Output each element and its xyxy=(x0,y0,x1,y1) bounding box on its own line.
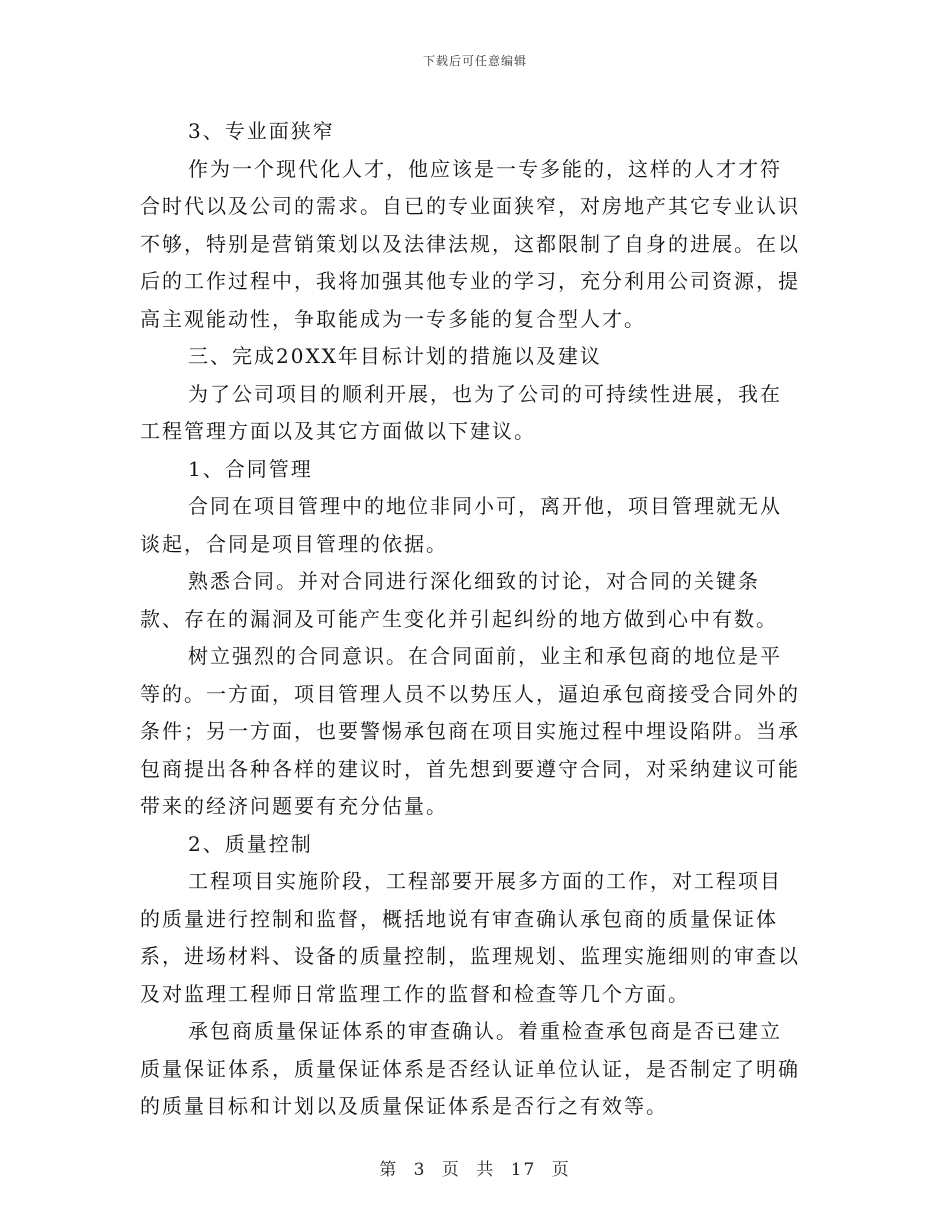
page-header: 下载后可任意编辑 xyxy=(422,54,527,68)
paragraph-contract-importance: 合同在项目管理中的地位非同小可，离开他，项目管理就无从谈起，合同是项目管理的依据。 xyxy=(140,494,782,556)
paragraph-suggestions-intro: 为了公司项目的顺利开展，也为了公司的可持续性进展，我在工程管理方面以及其它方面做以下建议。 xyxy=(140,381,782,443)
paragraph-quality-system-review: 承包商质量保证体系的审查确认。着重检查承包商是否已建立质量保证体系，质量保证体系是否经认证单位认证，是否制定了明确的质量目标和计划以及质量保证体系是否行之有效等。 xyxy=(140,1019,800,1118)
paragraph-specialty-narrow: 作为一个现代化人才，他应该是一专多能的，这样的人才才符合时代以及公司的需求。自已的专业面狭窄，对房地产其它专业认识不够，特别是营销策划以及法律法规，这都限制了自身的进展。在以后的工作过程中，我将加强其他专业的学习，充分利用公司资源，提高主观能动性，争取能成为一专多能的复合型人才。 xyxy=(140,156,800,331)
heading-section-three: 三、完成20XX年目标计划的措施以及建议 xyxy=(188,344,602,368)
paragraph-quality-control: 工程项目实施阶段，工程部要开展多方面的工作，对工程项目的质量进行控制和监督，概括地说有审查确认承包商的质量保证体系，进场材料、设备的质量控制，监理规划、监理实施细则的审查以及对监理工程师日常监理工作的监督和检查等几个方面。 xyxy=(140,869,800,1006)
heading-specialty-narrow: 3、专业面狭窄 xyxy=(188,119,335,143)
page-footer: 第 3 页 共 17 页 xyxy=(379,1160,571,1180)
paragraph-contract-familiar: 熟悉合同。并对合同进行深化细致的讨论，对合同的关键条款、存在的漏洞及可能产生变化并引起纠纷的地方做到心中有数。 xyxy=(140,569,778,631)
heading-contract-management: 1、合同管理 xyxy=(188,456,313,481)
heading-quality-control: 2、质量控制 xyxy=(188,831,313,856)
paragraph-contract-awareness: 树立强烈的合同意识。在合同面前，业主和承包商的地位是平等的。一方面，项目管理人员不以势压人，逼迫承包商接受合同外的条件；另一方面，也要警惕承包商在项目实施过程中埋设陷阱。当承包商提出各种各样的建议时，首先想到要遵守合同，对采纳建议可能带来的经济问题要有充分估量。 xyxy=(140,644,800,818)
document-body xyxy=(140,113,802,1126)
